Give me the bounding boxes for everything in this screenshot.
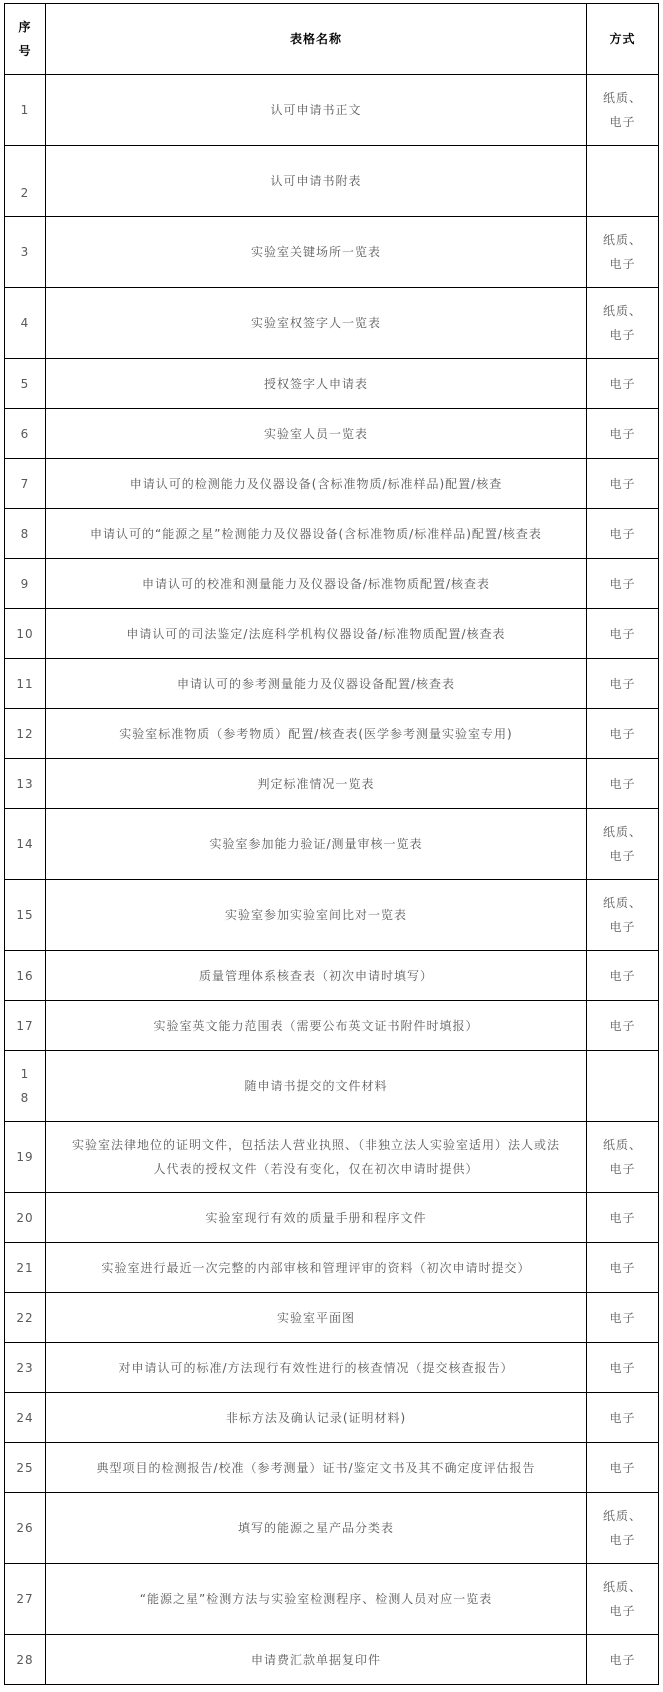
row-form-name xyxy=(46,559,587,609)
method-line: 电子 xyxy=(609,115,636,129)
method-line: 电子 xyxy=(609,576,636,591)
method-line: 电子 xyxy=(609,426,636,441)
form-name-line: 非标方法及确认记录(证明材料) xyxy=(225,1410,407,1425)
table-row xyxy=(5,609,659,659)
form-name-line: 实验室权签字人一览表 xyxy=(250,316,381,330)
method-line: 电子 xyxy=(609,1360,636,1375)
form-name-line: 随申请书提交的文件材料 xyxy=(244,1079,388,1093)
row-submission-method xyxy=(587,1564,659,1635)
row-serial-number: 27 xyxy=(5,1564,46,1635)
table-row xyxy=(5,217,659,288)
row-submission-method xyxy=(587,951,659,1001)
row-submission-method xyxy=(587,1343,659,1393)
table-row xyxy=(5,146,659,217)
row-form-name xyxy=(46,409,587,459)
row-submission-method xyxy=(587,1001,659,1051)
row-serial-number: 21 xyxy=(5,1243,46,1293)
table-row xyxy=(5,459,659,509)
method-line: 纸质、 xyxy=(602,1138,642,1152)
table-row xyxy=(5,659,659,709)
row-submission-method xyxy=(587,659,659,709)
row-form-name xyxy=(46,1193,587,1243)
method-line: 电子 xyxy=(609,1533,636,1547)
table-row xyxy=(5,1343,659,1393)
row-submission-method xyxy=(587,288,659,359)
method-line: 纸质、 xyxy=(602,896,642,910)
row-serial-number: 4 xyxy=(5,288,46,359)
form-name-line: 申请认可的司法鉴定/法庭科学机构仪器设备/标准物质配置/核查表 xyxy=(126,626,506,641)
method-line: 电子 xyxy=(609,1310,636,1325)
row-serial-number: 8 xyxy=(5,509,46,559)
form-name-line: 申请认可的参考测量能力及仪器设备配置/核查表 xyxy=(176,676,456,691)
form-name-line: 实验室进行最近一次完整的内部审核和管理评审的资料（初次申请时提交） xyxy=(101,1260,531,1275)
row-submission-method xyxy=(587,1293,659,1343)
serial-number-line: 8 xyxy=(20,1091,30,1105)
table-body xyxy=(5,75,659,1685)
method-line: 电子 xyxy=(609,968,636,983)
row-serial-number: 22 xyxy=(5,1293,46,1343)
row-submission-method xyxy=(587,559,659,609)
row-form-name xyxy=(46,1122,587,1193)
method-line: 电子 xyxy=(609,776,636,791)
row-submission-method xyxy=(587,1243,659,1293)
row-serial-number xyxy=(5,1051,46,1122)
row-serial-number: 3 xyxy=(5,217,46,288)
row-submission-method xyxy=(587,880,659,951)
row-form-name xyxy=(46,1493,587,1564)
form-name-line: 实验室现行有效的质量手册和程序文件 xyxy=(205,1210,427,1225)
method-line: 电子 xyxy=(609,1260,636,1275)
method-line: 纸质、 xyxy=(602,825,642,839)
table-row xyxy=(5,409,659,459)
row-submission-method xyxy=(587,217,659,288)
table-row xyxy=(5,1001,659,1051)
table-row xyxy=(5,759,659,809)
form-name-line: 对申请认可的标准/方法现行有效性进行的核查情况（提交核查报告） xyxy=(118,1360,514,1375)
serial-number-line: 2 xyxy=(20,186,30,200)
row-form-name xyxy=(46,1393,587,1443)
method-line: 纸质、 xyxy=(602,233,642,247)
row-serial-number: 20 xyxy=(5,1193,46,1243)
form-name-line: 实验室标准物质（参考物质）配置/核查表(医学参考测量实验室专用) xyxy=(119,726,513,741)
row-serial-number: 6 xyxy=(5,409,46,459)
row-serial-number: 16 xyxy=(5,951,46,1001)
table-row xyxy=(5,1293,659,1343)
row-submission-method xyxy=(587,1443,659,1493)
row-form-name xyxy=(46,509,587,559)
row-form-name xyxy=(46,146,587,217)
row-form-name xyxy=(46,359,587,409)
method-line: 电子 xyxy=(609,257,636,271)
method-line: 电子 xyxy=(609,526,636,541)
table-row xyxy=(5,809,659,880)
table-row xyxy=(5,880,659,951)
form-name-line: “能源之星”检测方法与实验室检测程序、检测人员对应一览表 xyxy=(139,1592,493,1606)
table-row xyxy=(5,1193,659,1243)
method-line: 电子 xyxy=(609,1460,636,1475)
row-form-name xyxy=(46,1635,587,1685)
row-serial-number: 9 xyxy=(5,559,46,609)
serial-number-line xyxy=(9,157,41,181)
row-submission-method xyxy=(587,459,659,509)
method-line: 电子 xyxy=(609,1652,636,1667)
form-name-line: 实验室人员一览表 xyxy=(263,426,368,441)
table-row xyxy=(5,288,659,359)
table-header-row xyxy=(5,4,659,75)
form-name-line: 授权签字人申请表 xyxy=(263,376,368,391)
row-form-name xyxy=(46,217,587,288)
row-serial-number: 12 xyxy=(5,709,46,759)
method-line: 电子 xyxy=(609,676,636,691)
row-serial-number: 19 xyxy=(5,1122,46,1193)
method-line: 电子 xyxy=(609,1410,636,1425)
form-name-line: 实验室关键场所一览表 xyxy=(250,245,381,259)
row-form-name xyxy=(46,1564,587,1635)
row-submission-method xyxy=(587,1635,659,1685)
row-serial-number: 25 xyxy=(5,1443,46,1493)
row-serial-number: 28 xyxy=(5,1635,46,1685)
method-line: 纸质、 xyxy=(602,1580,642,1594)
form-name-line: 判定标准情况一览表 xyxy=(257,776,375,791)
row-submission-method xyxy=(587,709,659,759)
table-row xyxy=(5,75,659,146)
method-line: 电子 xyxy=(609,726,636,741)
method-line: 纸质、 xyxy=(602,91,642,105)
row-form-name xyxy=(46,1443,587,1493)
row-form-name xyxy=(46,1001,587,1051)
row-submission-method xyxy=(587,1393,659,1443)
header-serial-line2: 号 xyxy=(18,44,32,58)
method-line: 纸质、 xyxy=(602,304,642,318)
method-line: 电子 xyxy=(609,328,636,342)
form-name-line: 人代表的授权文件（若没有变化，仅在初次申请时提供） xyxy=(153,1162,479,1176)
row-form-name xyxy=(46,288,587,359)
row-form-name xyxy=(46,1243,587,1293)
table-row xyxy=(5,1564,659,1635)
row-form-name xyxy=(46,709,587,759)
row-form-name xyxy=(46,759,587,809)
form-name-line: 认可申请书附表 xyxy=(270,174,362,188)
form-name-line: 申请认可的检测能力及仪器设备(含标准物质/标准样品)配置/核查 xyxy=(129,476,503,491)
row-form-name xyxy=(46,75,587,146)
row-form-name xyxy=(46,659,587,709)
form-name-line: 申请费汇款单据复印件 xyxy=(250,1652,381,1667)
row-form-name xyxy=(46,1293,587,1343)
form-name-line: 实验室平面图 xyxy=(276,1310,355,1325)
row-form-name xyxy=(46,809,587,880)
method-line: 电子 xyxy=(609,376,636,391)
method-line: 电子 xyxy=(609,1210,636,1225)
form-name-line: 实验室参加实验室间比对一览表 xyxy=(224,908,407,922)
form-name-line: 典型项目的检测报告/校准（参考测量）证书/鉴定文书及其不确定度评估报告 xyxy=(96,1460,536,1475)
table-row xyxy=(5,1051,659,1122)
row-form-name xyxy=(46,951,587,1001)
row-submission-method xyxy=(587,1122,659,1193)
form-name-line: 认可申请书正文 xyxy=(270,103,362,117)
row-form-name xyxy=(46,880,587,951)
table-row xyxy=(5,951,659,1001)
method-line: 纸质、 xyxy=(602,1509,642,1523)
row-submission-method xyxy=(587,75,659,146)
row-serial-number: 7 xyxy=(5,459,46,509)
row-serial-number xyxy=(5,146,46,217)
row-serial-number: 13 xyxy=(5,759,46,809)
header-method: 方式 xyxy=(587,4,659,75)
row-serial-number: 15 xyxy=(5,880,46,951)
row-submission-method xyxy=(587,759,659,809)
form-name-line: 申请认可的“能源之星”检测能力及仪器设备(含标准物质/标准样品)配置/核查表 xyxy=(90,526,542,541)
table-row xyxy=(5,1122,659,1193)
row-serial-number: 17 xyxy=(5,1001,46,1051)
row-serial-number: 1 xyxy=(5,75,46,146)
table-row xyxy=(5,1393,659,1443)
serial-number-line: 1 xyxy=(20,1067,30,1081)
form-name-line: 申请认可的校准和测量能力及仪器设备/标准物质配置/核查表 xyxy=(141,576,491,591)
form-name-line: 实验室参加能力验证/测量审核一览表 xyxy=(209,837,423,851)
table-row xyxy=(5,1635,659,1685)
row-submission-method xyxy=(587,509,659,559)
method-line: 电子 xyxy=(609,1018,636,1033)
row-submission-method xyxy=(587,1193,659,1243)
header-serial-line1: 序 xyxy=(18,20,32,34)
row-serial-number: 5 xyxy=(5,359,46,409)
method-line: 电子 xyxy=(609,626,636,641)
row-form-name xyxy=(46,1343,587,1393)
row-submission-method xyxy=(587,1493,659,1564)
table-row xyxy=(5,1493,659,1564)
form-name-line: 实验室英文能力范围表（需要公布英文证书附件时填报） xyxy=(153,1018,479,1033)
row-submission-method xyxy=(587,1051,659,1122)
row-serial-number: 26 xyxy=(5,1493,46,1564)
header-form-name: 表格名称 xyxy=(46,4,587,75)
form-name-line: 质量管理体系核查表（初次申请时填写） xyxy=(198,968,433,983)
row-serial-number: 24 xyxy=(5,1393,46,1443)
form-name-line: 实验室法律地位的证明文件，包括法人营业执照、（非独立法人实验室适用）法人或法 xyxy=(71,1138,560,1152)
method-line: 电子 xyxy=(609,849,636,863)
row-form-name xyxy=(46,1051,587,1122)
method-line: 电子 xyxy=(609,920,636,934)
row-serial-number: 14 xyxy=(5,809,46,880)
application-documents-table xyxy=(4,3,659,1685)
row-submission-method xyxy=(587,409,659,459)
row-serial-number: 10 xyxy=(5,609,46,659)
form-name-line: 填写的能源之星产品分类表 xyxy=(237,1521,394,1535)
row-form-name xyxy=(46,459,587,509)
table-row xyxy=(5,559,659,609)
method-line: 电子 xyxy=(609,1604,636,1618)
row-serial-number: 23 xyxy=(5,1343,46,1393)
row-submission-method xyxy=(587,809,659,880)
table-row xyxy=(5,509,659,559)
table-row xyxy=(5,1243,659,1293)
header-serial-number xyxy=(5,4,46,75)
table-row xyxy=(5,709,659,759)
method-line: 电子 xyxy=(609,1162,636,1176)
method-line: 电子 xyxy=(609,476,636,491)
row-form-name xyxy=(46,609,587,659)
row-submission-method xyxy=(587,146,659,217)
row-submission-method xyxy=(587,609,659,659)
table-row xyxy=(5,1443,659,1493)
row-submission-method xyxy=(587,359,659,409)
row-serial-number: 11 xyxy=(5,659,46,709)
table-row xyxy=(5,359,659,409)
